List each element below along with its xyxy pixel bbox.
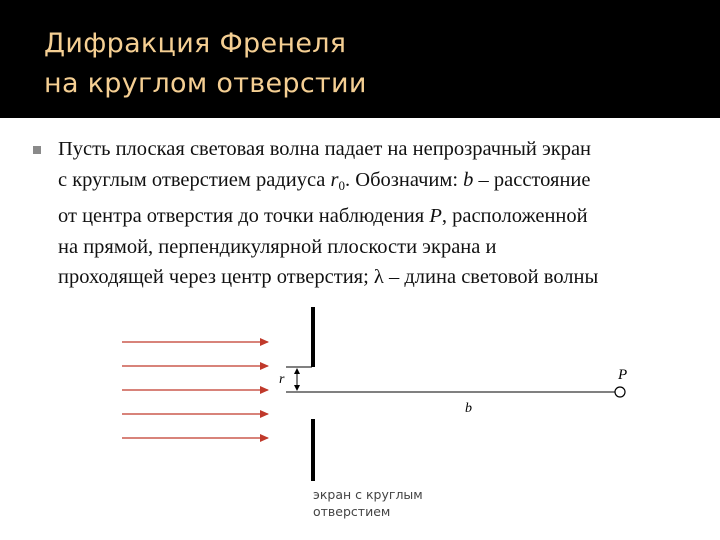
var-lambda: λ (373, 266, 384, 288)
body-line-3: от центра отверстия до точки наблюдения P, расположенной (58, 205, 588, 227)
var-b: b (463, 168, 474, 191)
body-line-1: Пусть плоская световая волна падает на непрозрачный экран (58, 138, 592, 160)
var-r: r (330, 168, 339, 191)
title-line-2: на круглом отверстии (44, 68, 367, 99)
body-line-4: на прямой, перпендикулярной плоскости экрана и (58, 235, 497, 258)
caption-line-2: отверстием (313, 504, 391, 519)
body-line-2: с круглым отверстием радиуса $r_0$. Обозначим: b – расстояние (58, 168, 591, 193)
body-line-5: проходящей через центр отверстия; λ – длина световой волны (58, 266, 599, 288)
observation-point-icon (615, 387, 625, 397)
radius-label: r (279, 372, 285, 387)
var-P: P (429, 205, 442, 227)
incident-wave-arrows (122, 342, 268, 438)
var-r-subscript: 0 (338, 177, 346, 193)
aperture-diagram (0, 118, 720, 540)
caption-line-1: экран с круглым (313, 487, 423, 502)
screen-lower-part (311, 419, 315, 481)
distance-b-label: b (465, 401, 472, 416)
content-area (0, 118, 720, 540)
point-P-label: P (618, 367, 628, 383)
screen-upper-part (311, 307, 315, 367)
title-line-1: Дифракция Френеля (44, 28, 347, 59)
slide-title (44, 24, 684, 104)
screen-caption (313, 486, 423, 520)
